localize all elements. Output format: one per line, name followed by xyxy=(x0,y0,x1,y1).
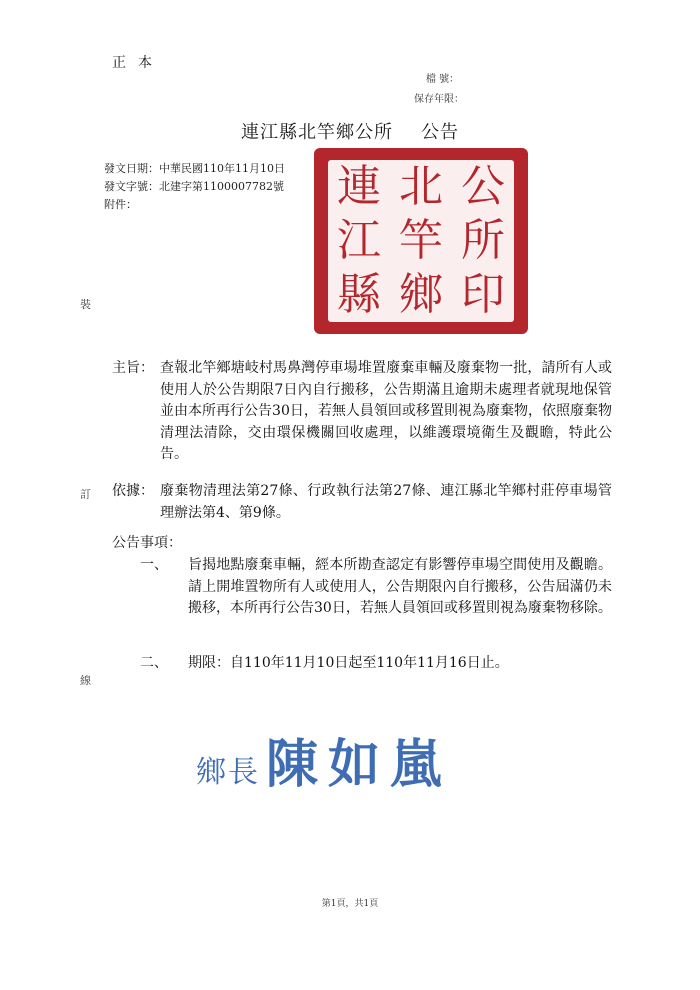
basis-label: 依據： xyxy=(112,483,154,499)
seal-char: 印 xyxy=(461,269,505,320)
document-number: 發文字號：北建字第1100007782號 xyxy=(104,180,284,193)
notice-item-1 xyxy=(140,555,612,620)
item-text: 旨揭地點廢棄車輛，經本所勘查認定有影響停車場空間使用及觀瞻。請上開堆置物所有人或使用人，公告期限內自行搬移，公告屆滿仍未搬移，本所再行公告30日，若無人員領回或移置則視為廢棄物移除。 xyxy=(188,557,612,616)
seal-char: 所 xyxy=(461,215,505,266)
items-heading: 公告事項： xyxy=(112,535,182,551)
signature-title: 鄉長 xyxy=(196,755,260,790)
subject-label: 主旨： xyxy=(112,360,154,376)
seal-field xyxy=(328,160,514,322)
notice-item-2 xyxy=(140,653,612,675)
file-number-label: 檔 號： xyxy=(426,74,460,85)
signature-name: 陳如嵐 xyxy=(266,734,453,795)
item-text: 期限：自110年11月10日起至110年11月16日止。 xyxy=(188,655,509,671)
seal-char: 連 xyxy=(337,161,381,212)
basis-section xyxy=(112,481,612,524)
basis-text: 廢棄物清理法第27條、行政執行法第27條、連江縣北竿鄉村莊停車場管理辦法第4、第9條。 xyxy=(160,483,612,521)
binding-mark-1: 裝 xyxy=(80,298,91,311)
seal-char: 江 xyxy=(337,215,381,266)
attachment-label: 附件： xyxy=(104,198,137,211)
copy-type-label: 正本 xyxy=(112,55,164,71)
retention-period-label: 保存年限： xyxy=(414,94,464,105)
seal-char: 縣 xyxy=(337,269,381,320)
signature-stamp xyxy=(196,722,452,797)
subject-section xyxy=(112,358,612,466)
item-number: 二、 xyxy=(140,655,168,671)
binding-mark-2: 訂 xyxy=(80,488,91,501)
document-title xyxy=(0,118,700,144)
seal-char: 鄉 xyxy=(399,269,443,320)
official-seal xyxy=(314,148,528,334)
document-type: 公告 xyxy=(421,122,459,143)
subject-text: 查報北竿鄉塘岐村馬鼻灣停車場堆置廢棄車輛及廢棄物一批，請所有人或使用人於公告期限7日內自行搬移，公告期滿且逾期未處理者就現地保管並由本所再行公告30日，若無人員領回或移置則視為廢棄物，依照廢棄物清理法清除，交由環保機關回收處理，以維護環境衛生及觀瞻，特此公告。 xyxy=(160,360,612,462)
binding-mark-3: 線 xyxy=(80,674,91,687)
seal-char: 公 xyxy=(461,161,505,212)
seal-char: 北 xyxy=(399,161,443,212)
office-name: 連江縣北竿鄉公所 xyxy=(241,122,393,143)
page-number: 第1頁，共1頁 xyxy=(321,899,379,909)
issue-date: 發文日期：中華民國110年11月10日 xyxy=(104,162,285,175)
seal-char: 竿 xyxy=(399,215,443,266)
item-number: 一、 xyxy=(140,557,168,573)
